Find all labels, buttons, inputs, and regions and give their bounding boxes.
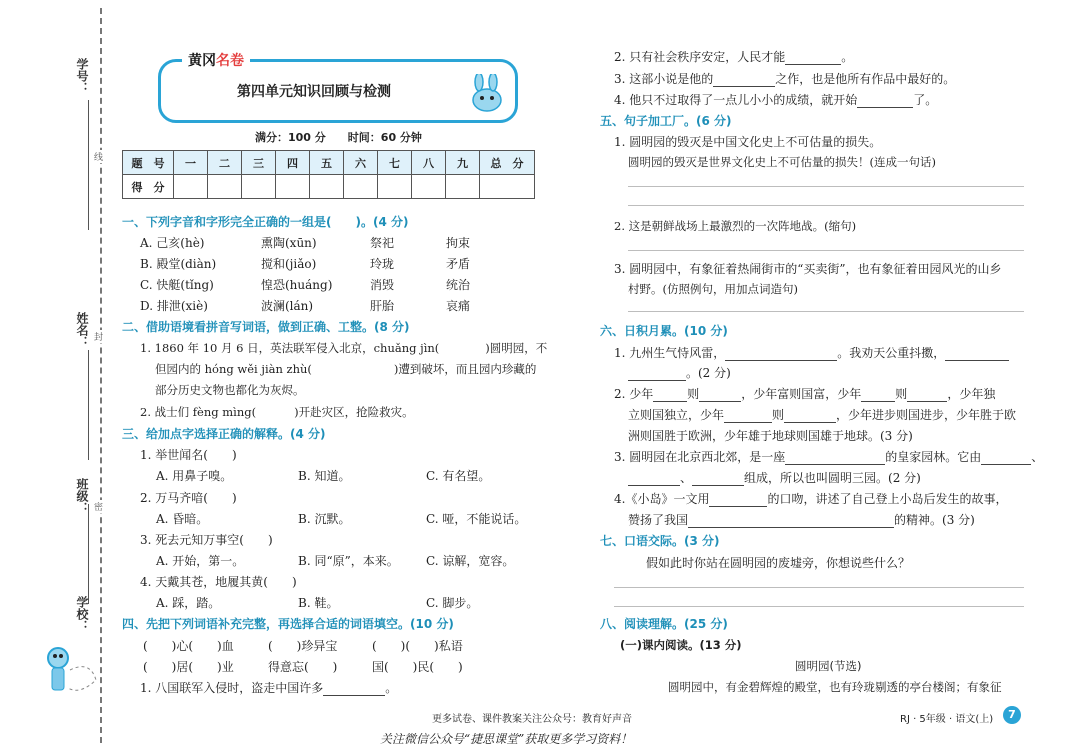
option-a-col2: 熏陶(xūn) — [261, 236, 317, 250]
s6-q1 — [614, 344, 1009, 361]
s2-line-4b: )开赴灾区，抢险救灾。 — [294, 405, 414, 419]
answer-blank[interactable] — [323, 683, 385, 696]
answer-blank[interactable] — [784, 410, 836, 423]
binding-dashed-line — [100, 8, 102, 743]
student-id-line — [88, 100, 89, 230]
s6-q1-end — [628, 364, 731, 381]
score-table — [122, 150, 535, 199]
option-a-col1: A. 己亥(hè) — [140, 236, 205, 250]
s6-q2-line3: 洲则国胜于欧洲，少年雄于地球则国雄于地球。(3 分) — [628, 429, 913, 443]
s8-passage-text: 圆明园中，有金碧辉煌的殿堂，也有玲珑剔透的亭台楼阁；有象征 — [668, 680, 1002, 694]
score-cell[interactable] — [174, 175, 208, 199]
s6-q1b: 。我劝天公重抖擞， — [837, 346, 946, 360]
s2-line-4a: 2. 战士们 fèng mìng( — [140, 405, 257, 419]
cut-mark-mi: 密 — [94, 500, 103, 513]
score-cell[interactable] — [378, 175, 412, 199]
r-line-1a: 2. 只有社会秩序安定，人民才能 — [614, 50, 786, 64]
section-3-title: 三、给加点字选择正确的解释。(4 分) — [122, 427, 326, 441]
name-line — [88, 350, 89, 460]
score-row-label: 得 分 — [123, 175, 174, 199]
s3-q4-c: C. 脚步。 — [426, 596, 479, 610]
score-cell[interactable] — [276, 175, 310, 199]
answer-blank[interactable] — [692, 473, 744, 486]
s4-q1b: 。 — [385, 681, 398, 695]
s2-line-2b: )遭到破坏，而且园内珍藏的 — [393, 362, 537, 376]
footer-bottom-note: 关注微信公众号“捷思课堂”获取更多学习资料！ — [380, 732, 633, 746]
option-d-col1: D. 排泄(xiè) — [140, 299, 208, 313]
s3-q3: 3. 死去元知万事空( ) — [140, 533, 273, 547]
option-b-col1: B. 殿堂(diàn) — [140, 257, 217, 271]
answer-line[interactable] — [628, 186, 1024, 187]
s2-line-2a: 但园内的 hóng wěi jiàn zhù( — [155, 362, 312, 376]
r-line-2b: 之作，也是他所有作品中最好的。 — [775, 72, 956, 86]
score-head-cell: 九 — [446, 151, 480, 175]
s2-line-2 — [155, 361, 536, 377]
score-head-cell: 四 — [276, 151, 310, 175]
score-header-row — [123, 151, 535, 175]
s3-q3-c: C. 谅解，宽容。 — [426, 554, 515, 568]
s4-q1 — [140, 679, 397, 696]
s6-q4a: 4.《小岛》一文用 — [614, 492, 710, 506]
s6-q2a: 2. 少年 — [614, 387, 654, 401]
score-cell[interactable] — [446, 175, 480, 199]
s6-q2d: 则 — [895, 387, 908, 401]
s2-line-1b: )圆明园，不 — [485, 341, 548, 355]
s3-q3-b: B. 同“原”，本来。 — [298, 554, 399, 568]
page-title: 第四单元知识回顾与检测 — [237, 84, 391, 100]
s3-q1: 1. 举世闻名( ) — [140, 448, 237, 462]
section-2-title: 二、借助语境看拼音写词语，做到正确、工整。(8 分) — [122, 320, 410, 334]
s6-q4-line2 — [628, 511, 975, 528]
s6-q2h: ，少年进步则国进步，少年胜于欧 — [836, 408, 1017, 422]
answer-blank[interactable] — [861, 389, 895, 402]
section-7-title: 七、口语交际。(3 分) — [600, 534, 720, 548]
answer-blank[interactable] — [709, 494, 767, 507]
s5-q3b: 村野。(仿照例句，用加点词造句) — [628, 282, 798, 296]
score-cell[interactable] — [242, 175, 276, 199]
answer-line[interactable] — [628, 250, 1024, 251]
section-6-title: 六、日积月累。(10 分) — [600, 324, 728, 338]
s5-q1: 1. 圆明园的毁灭是中国文化史上不可估量的损失。 — [614, 135, 882, 149]
s2-line-3: 部分历史文物也都化为灰烬。 — [155, 383, 305, 397]
option-a-col3: 祭祀 — [370, 236, 395, 250]
answer-blank[interactable] — [699, 389, 741, 402]
answer-line[interactable] — [614, 606, 1024, 607]
answer-blank[interactable] — [628, 473, 680, 486]
s3-q1-c: C. 有名望。 — [426, 469, 491, 483]
s3-q1-b: B. 知道。 — [298, 469, 351, 483]
s4-q1a: 1. 八国联军入侵时，盗走中国许多 — [140, 681, 324, 695]
s6-q4d: 的精神。(3 分) — [894, 513, 975, 527]
s4-word-5: 得意忘( ) — [268, 660, 338, 674]
s3-q2-b: B. 沉默。 — [298, 512, 351, 526]
section-1-title: 一、下列字音和字形完全正确的一组是( )。(4 分) — [122, 215, 409, 229]
s6-q4 — [614, 490, 1007, 507]
s3-q2-a: A. 昏暗。 — [156, 512, 209, 526]
s8-passage-title: 圆明园(节选) — [795, 659, 862, 673]
option-d-col3: 肝胎 — [370, 299, 395, 313]
s6-q4b: 的口吻，讲述了自己登上小岛后发生的故事， — [767, 492, 1008, 506]
school-label: 学校： — [75, 596, 89, 632]
s4-word-2: ( )珍异宝 — [268, 639, 338, 653]
s3-q2-c: C. 哑，不能说话。 — [426, 512, 527, 526]
s6-q3d: 组成，所以也叫圆明三园。(2 分) — [744, 471, 921, 485]
s3-q2: 2. 万马齐喑( ) — [140, 491, 237, 505]
s4-word-6: 国( )民( ) — [372, 660, 463, 674]
answer-blank[interactable] — [785, 452, 885, 465]
option-b-col4: 矛盾 — [446, 257, 471, 271]
s6-q2 — [614, 385, 995, 402]
s6-q3c: 、 — [1031, 450, 1044, 464]
answer-blank[interactable] — [653, 389, 687, 402]
score-head-cell: 总 分 — [480, 151, 535, 175]
score-cell[interactable] — [344, 175, 378, 199]
option-b-col2: 搅和(jiǎo) — [261, 257, 317, 271]
brand-logo — [182, 48, 250, 72]
section-8-title: 八、阅读理解。(25 分) — [600, 617, 728, 631]
cut-mark-xian: 线 — [94, 150, 103, 163]
answer-blank[interactable] — [785, 52, 841, 65]
score-head-cell: 三 — [242, 151, 276, 175]
option-c-col4: 统治 — [446, 278, 471, 292]
s6-q4c: 赞扬了我国 — [628, 513, 689, 527]
r-line-3 — [614, 91, 937, 108]
score-head-cell: 六 — [344, 151, 378, 175]
s6-q2g: 则 — [772, 408, 785, 422]
score-cell[interactable] — [480, 175, 535, 199]
page-number: 7 — [1003, 706, 1021, 724]
s4-word-4: ( )居( )业 — [143, 660, 234, 674]
score-head-cell: 七 — [378, 151, 412, 175]
name-label: 姓名： — [75, 312, 89, 348]
score-cell[interactable] — [310, 175, 344, 199]
option-d-col2: 波澜(lán) — [261, 299, 314, 313]
s6-q2f: 立则国独立，少年 — [628, 408, 725, 422]
score-cell[interactable] — [208, 175, 242, 199]
answer-line[interactable] — [614, 587, 1024, 588]
s2-line-1 — [140, 340, 547, 356]
score-value-row — [123, 175, 535, 199]
brand-left: 黄冈 — [188, 53, 216, 69]
s5-q1b: 圆明园的毁灭是世界文化史上不可估量的损失！(连成一句话) — [628, 155, 936, 169]
pencil-mascot-icon — [40, 640, 100, 700]
s4-word-3: ( )( )私语 — [372, 639, 463, 653]
s3-q4-a: A. 踩，踏。 — [156, 596, 221, 610]
s6-q2e: ，少年独 — [947, 387, 996, 401]
score-head-cell: 题 号 — [123, 151, 174, 175]
answer-blank[interactable] — [907, 389, 947, 402]
s6-q1a: 1. 九州生气恃风雷， — [614, 346, 726, 360]
s6-q2c: ，少年富则国富，少年 — [741, 387, 862, 401]
answer-blank[interactable] — [724, 410, 772, 423]
option-d-col4: 哀痛 — [446, 299, 471, 313]
s8-subtitle: (一)课内阅读。(13 分) — [620, 638, 742, 652]
option-b-col3: 玲珑 — [370, 257, 395, 271]
score-head-cell: 二 — [208, 151, 242, 175]
answer-line[interactable] — [628, 311, 1024, 312]
s3-q3-a: A. 开始，第一。 — [156, 554, 245, 568]
answer-blank[interactable] — [713, 74, 775, 87]
answer-blank[interactable] — [725, 348, 837, 361]
score-head-cell: 一 — [174, 151, 208, 175]
s6-q2b: 则 — [687, 387, 700, 401]
score-head-cell: 五 — [310, 151, 344, 175]
option-c-col2: 惶恐(huáng) — [261, 278, 333, 292]
class-line — [88, 504, 89, 604]
option-a-col4: 拘束 — [446, 236, 471, 250]
footer-promo: 更多试卷、课件教案关注公众号：教育好声音 — [432, 714, 632, 725]
s6-q3a: 3. 圆明园在北京西北郊，是一座 — [614, 450, 786, 464]
answer-blank[interactable] — [688, 515, 894, 528]
r-line-3b: 了。 — [913, 93, 938, 107]
footer-tag: RJ · 5年级 · 语文(上) — [900, 714, 994, 725]
s2-line-4 — [140, 404, 414, 420]
r-line-1b: 。 — [841, 50, 854, 64]
exam-meta: 满分：100 分 时间：60 分钟 — [255, 131, 422, 144]
score-head-cell: 八 — [412, 151, 446, 175]
class-label: 班级： — [75, 478, 89, 514]
r-line-2 — [614, 70, 955, 87]
brand-right: 名卷 — [216, 53, 244, 69]
section-4-title: 四、先把下列词语补充完整，再选择合适的词语填空。(10 分) — [122, 617, 454, 631]
answer-blank[interactable] — [945, 348, 1009, 361]
option-c-col1: C. 快艇(tǐng) — [140, 278, 214, 292]
score-cell[interactable] — [412, 175, 446, 199]
answer-line[interactable] — [628, 205, 1024, 206]
section-5-title: 五、句子加工厂。(6 分) — [600, 114, 732, 128]
answer-blank[interactable] — [628, 368, 686, 381]
s4-word-1: ( )心( )血 — [143, 639, 234, 653]
s5-q2: 2. 这是朝鲜战场上最激烈的一次阵地战。(缩句) — [614, 219, 857, 233]
answer-blank[interactable] — [857, 95, 913, 108]
s6-q3-line2: 、 组成，所以也叫圆明三园。(2 分) — [628, 469, 921, 486]
r-line-3a: 4. 他只不过取得了一点儿小小的成绩，就开始 — [614, 93, 858, 107]
answer-blank[interactable] — [981, 452, 1031, 465]
r-line-2a: 3. 这部小说是他的 — [614, 72, 714, 86]
rabbit-mascot-icon — [465, 74, 509, 114]
s6-q2-line2 — [628, 406, 1016, 423]
r-line-1 — [614, 48, 853, 65]
cut-mark-feng: 封 — [94, 330, 103, 343]
s2-line-1a: 1. 1860 年 10 月 6 日，英法联军侵入北京，chuǎng jìn( — [140, 341, 440, 355]
option-c-col3: 消毁 — [370, 278, 395, 292]
s5-q3: 3. 圆明园中，有象征着热闹街市的“买卖街”，也有象征着田园风光的山乡 — [614, 262, 1002, 276]
s3-q4-b: B. 鞋。 — [298, 596, 339, 610]
s6-q3b: 的皇家园林。它由 — [885, 450, 982, 464]
s6-q1c: 。(2 分) — [686, 366, 731, 380]
s7-question: 假如此时你站在圆明园的废墟旁，你想说些什么？ — [646, 556, 911, 570]
s6-q3 — [614, 448, 1043, 465]
student-id-label: 学号： — [75, 58, 89, 94]
s3-q4: 4. 天戴其苍，地履其黄( ) — [140, 575, 297, 589]
s3-q1-a: A. 用鼻子嗅。 — [156, 469, 233, 483]
